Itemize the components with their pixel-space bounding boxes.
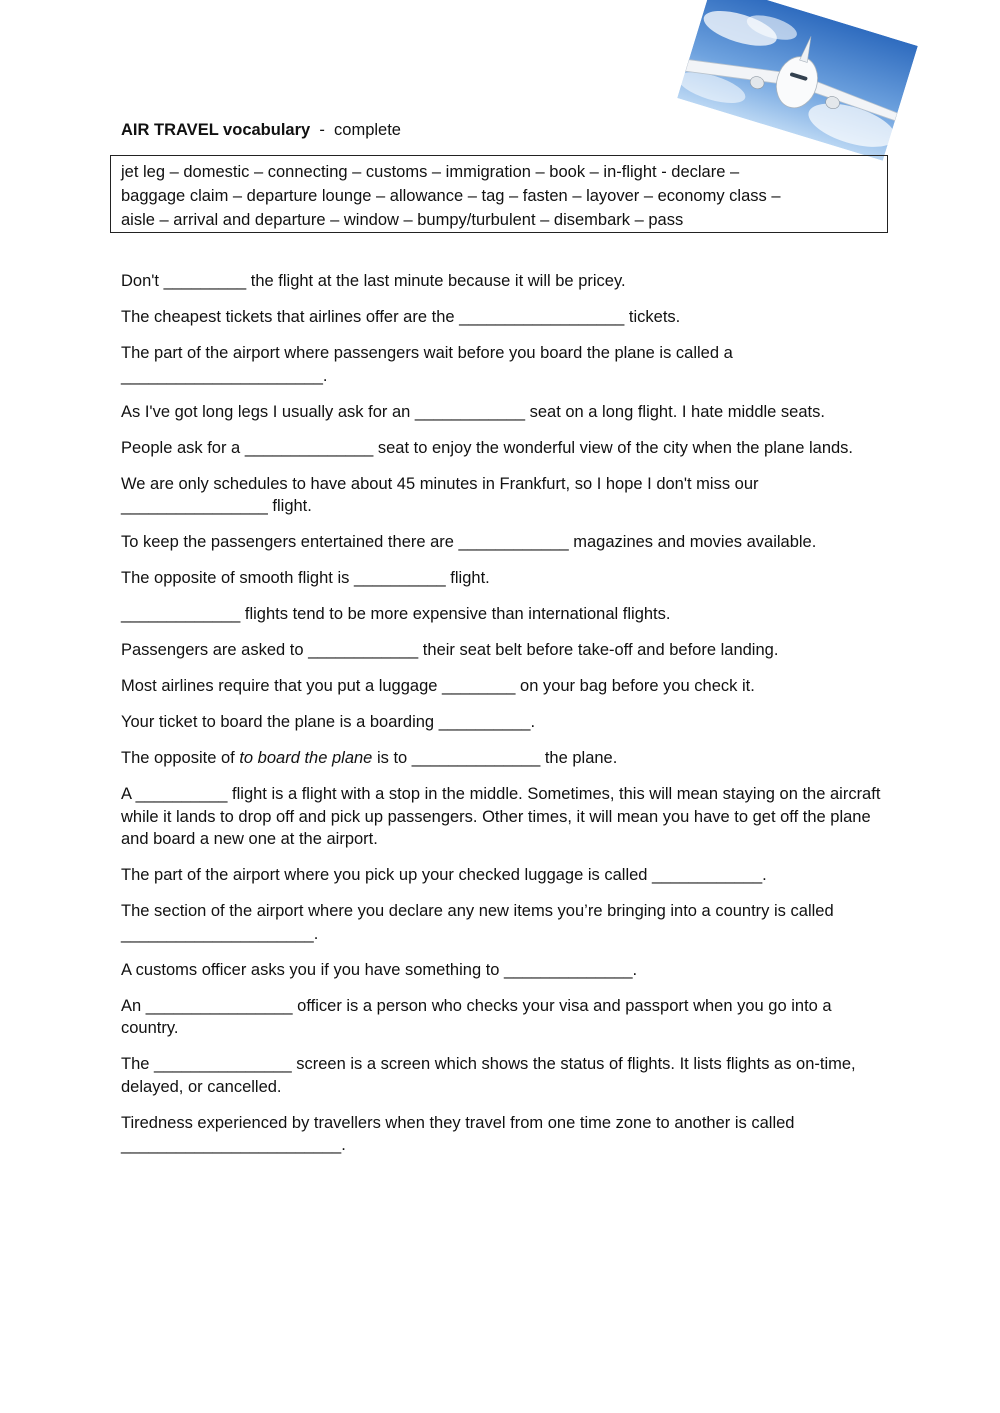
question-item: Most airlines require that you put a luggage ________ on your bag before you check it. <box>121 677 755 695</box>
question-item: The opposite of smooth flight is __________ flight. <box>121 569 490 587</box>
page-title <box>121 121 401 140</box>
question-item: We are only schedules to have about 45 minutes in Frankfurt, so I hope I don't miss our ________________ flight. <box>121 474 759 515</box>
question-text: The opposite of <box>121 749 240 767</box>
question-item: A __________ flight is a flight with a stop in the middle. Sometimes, this will mean staying on the aircraft while it lands to drop off and pick up passengers. Other times, it will mean you have to get off the plane and board a new one at the airport. <box>121 785 881 848</box>
question-item: A customs officer asks you if you have something to ______________. <box>121 960 638 979</box>
question-item: Don't _________ the flight at the last minute because it will be pricey. <box>121 272 626 290</box>
title-instruction: - complete <box>310 121 401 139</box>
question-item: To keep the passengers entertained there are ____________ magazines and movies available. <box>121 533 817 551</box>
word-bank-line: jet leg – domestic – connecting – customs – immigration – book – in-flight - declare – <box>121 163 740 181</box>
question-item: _____________ flights tend to be more expensive than international flights. <box>121 605 671 623</box>
question-italic-phrase: to board the plane <box>239 749 373 767</box>
word-bank-line: baggage claim – departure lounge – allowance – tag – fasten – layover – economy class – <box>121 187 781 205</box>
airplane-photo-icon <box>677 0 918 161</box>
question-item: The part of the airport where you pick up your checked luggage is called ____________. <box>121 866 767 884</box>
question-list <box>121 270 881 1170</box>
question-item <box>121 747 881 770</box>
question-item: The cheapest tickets that airlines offer are the __________________ tickets. <box>121 308 681 326</box>
question-item: The _______________ screen is a screen which shows the status of flights. It lists flights as on-time, delayed, or cancelled. <box>121 1055 856 1096</box>
question-item: Passengers are asked to ____________ their seat belt before take-off and before landing. <box>121 641 779 659</box>
question-item: The section of the airport where you declare any new items you’re bringing into a country is called _____________________. <box>121 902 834 943</box>
question-item: An ________________ officer is a person who checks your visa and passport when you go into a country. <box>121 996 832 1037</box>
question-item: As I've got long legs I usually ask for an ____________ seat on a long flight. I hate middle seats. <box>121 402 825 421</box>
question-item: People ask for a ______________ seat to enjoy the wonderful view of the city when the plane lands. <box>121 438 854 457</box>
question-item: Your ticket to board the plane is a boarding __________. <box>121 713 536 731</box>
word-bank-line: aisle – arrival and departure – window – bumpy/turbulent – disembark – pass <box>121 211 684 229</box>
title-bold: AIR TRAVEL vocabulary <box>121 121 311 139</box>
question-text: is to ______________ the plane. <box>372 749 618 767</box>
question-item: Tiredness experienced by travellers when they travel from one time zone to another is called ________________________. <box>121 1113 795 1154</box>
word-bank-box <box>110 155 888 233</box>
question-item: The part of the airport where passengers wait before you board the plane is called a ______________________. <box>121 344 733 385</box>
